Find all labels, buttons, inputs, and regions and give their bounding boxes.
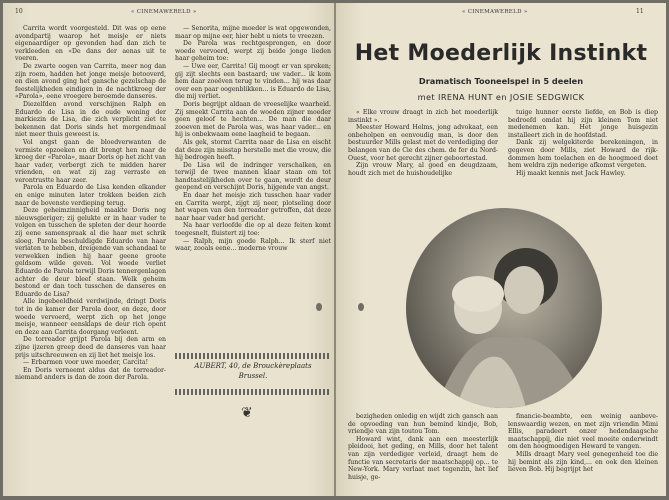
paragraph: Vol angst gaan de bloedverwanten de vermiste opzoeken en dit brengt hen naar de kroeg der «Parola», maar Doris op het zicht van haar vader, verbergt zich te midden harer vrienden, en wat zij zag verraste en verontrustte haar zeer. [15, 138, 166, 184]
paragraph: bezigheden onledig en wijdt zich gansch aan de opvoeding van hun bemind kindje, Bob, vriendje van zijn toutou Tom. [348, 413, 498, 436]
running-header: « CINEMAWERELD » [131, 9, 197, 15]
paragraph: De torreador grijpt Parola bij den arm en zijne ijzeren greep deed de danseres van haar prijs uitschreeuwen en zij liet het meisje los. [15, 336, 166, 359]
article-column-2-continued [508, 413, 658, 474]
paragraph: Zijn vrouw Mary, al goed en deugdzaam, houdt zich met de huishoudelijke [348, 162, 498, 177]
page-number: 11 [636, 8, 644, 15]
article-subtitle: Dramatisch Tooneelspel in 5 deelen [418, 76, 584, 86]
paragraph: En daar het meisje zich tusschen haar vader en Carrita werpt, zijgt zij neer, plotseling door het wapen van den torreador getroffen, dat deze naar haar vader had gericht. [175, 192, 331, 222]
left-page [3, 3, 334, 496]
ornament-icon: ❦ [241, 405, 253, 421]
paragraph: Carrita wordt voorgesteld. Dit was op eene avondpartij waarop het meisje er niets eigenaardiger op gevonden had dan zich te verkleeden en «De dans der aenas uit te voeren. [15, 25, 166, 63]
page-number: 10 [15, 8, 23, 15]
paragraph: Dank zij welgekiterde berekeningen, in gegeven door Mills, ziet Howard de rijkdommen hem toelachen en de hoogmoed doet hem weldra zijn nederige afkomst vergeten. [508, 139, 658, 170]
punch-hole [358, 303, 364, 311]
advert-name: AUBERT, 40, de Brouckèreplaats [194, 362, 312, 370]
article-column-1 [348, 109, 498, 177]
paragraph: Meester Howard Helms, jong advokaat, een onbeholpen en eenvoudig man, is door den bestuurder Mills gelast met de verdediging der belangen van de Cie des chem. de fer du Nord-Ouest, voor het gerecht zijner geboortestad. [348, 124, 498, 162]
punch-hole [316, 303, 322, 311]
paragraph: Diezelfden avond verschijnen Ralph en Eduardo de Lisa in de oude woning der markiezin de Lisa, die zich verplicht ziet te bekennen dat Doris sinds het morgendmaal niet meer thuis geweest is. [15, 100, 166, 139]
article-title: Het Moederlijk Instinkt [354, 41, 648, 66]
article-column-2 [175, 25, 331, 253]
paragraph: — Erbarmen voor uwe moeder, Carcita! [23, 359, 149, 367]
paragraph: tuige hunner eerste liefde, en Bob is diep bedroefd omdat hij zijn kleinen Tom niet medenemen kan. Het jonge huisgezin installeert zich in de hoofdstad. [508, 109, 658, 139]
ornamental-rule-top [175, 353, 331, 359]
paragraph: Alle ingebeeldheid verdwijnde, dringt Doris tot in de kamer der Parola door, en deze, door woede vervoerd, werpt zich op het jonge meisje, wanneer eensklaps de deur rich opent en deze aan Carrita doorgang verleent. [15, 298, 166, 336]
ornamental-rule-bottom [175, 389, 331, 395]
paragraph: — Senorita, mijne moeder is wat opgewonden, maar op mijne eer, hier hebt u niets te vreezen. [175, 25, 331, 40]
right-page [336, 3, 666, 496]
magazine-spread [3, 3, 666, 496]
paragraph: Als gek, stormt Carrita naar de Lisa en eischt dat deze zijn misstap herstelle met die vrouw, die hij bedrogen heeft. [175, 138, 331, 162]
paragraph: Deze geheimzinnigheid maakte Doris nog nieuwsgieriger; zij gelukte er in haar vader te volgen en tusschen de spleten der deur hoorde zij eene samenspraak al die haar met schrik sloeg. Parola beschuldigde Eduardo van haar verlaten te hebben, dreigende van schandaal te verwekken indien hij haar geene groote geldsom wilde geven. Vol woede verliet Eduardo de Parola terwijl Doris tennergenlagen achter de deur bleef staan. Welk geheim bestond er dan toch tusschen de danseres en Eduardo de Lisa? [15, 207, 166, 298]
article-column-1-continued [348, 413, 498, 481]
paragraph: « Elke vrouw draagt in zich het moederlijk instinkt ». [348, 109, 498, 124]
cast-line: met IRENA HUNT en JOSIE SEDGWICK [417, 92, 585, 102]
paragraph: En Doris verneemt aldus dat de torreador-niemand anders is dan de zoon der Parola. [15, 366, 166, 382]
film-still-photo [406, 208, 602, 408]
paragraph: Howard wint, dank aan een meesterlijk pleidooi, het geding, en Mills, door het talent van zijn verdediger verleid, draagt hem de functie van secretaris der maatschappij op... te New-York. Mary verlaat met tegenzin, het lief huisje, ge- [348, 435, 498, 481]
paragraph: Na haar verloofde die op al deze feiten komt toegesnelt, fluistert zij toe: [175, 222, 331, 238]
running-header: « CINEMAWERELD » [462, 9, 528, 15]
paragraph: — Ralph, mijn goede Ralph... Ik sterf niet waar, zooals eene... moderne vrouw [175, 237, 331, 253]
paragraph: — Uwe eer, Carrita! Gij moogt er van spreken; gij zijt slechts een bastaard; uw vader... ik kom hem daar zoeëven terug te vinden... hij was daar over een paar oogenblikken... is Eduardo de Lisa, die mij verliet. [175, 62, 331, 101]
article-column-1 [15, 25, 166, 382]
paragraph: Doris begrijpt aldaan de vreeselijke waarheid. Zij smeekt Carrita aan de woeden zijner moeder geen geloof te hechten... De man die daar zooeven met de Parola was, was haar vader... en hij is onbekwaam eene laagheid te begaan. [175, 100, 331, 139]
paragraph: Mills draagt Mary veel genegenheid toe die hij bemint als zijn kind,... en ook den kleinen lieven Bob. Hij begrijpt het [508, 450, 658, 474]
paragraph: De Lisa wil de indringer verschalken, en terwijl de twee mannen klaar staan om tot handtastelijkheden over te gaan, wordt de deur geopend en verschijnt Doris, hijgende van angst. [175, 161, 331, 192]
paragraph: Hij maakt kennis met Jack Hawley. [516, 169, 626, 177]
advert-city: Brussel. [238, 372, 268, 380]
advertisement [175, 361, 331, 381]
paragraph: Parola en Eduardo de Lisa kenden elkander en enige minuten later trokken beiden zich naar de bovenste verdieping terug. [15, 184, 166, 207]
article-column-2 [508, 109, 658, 177]
mother-child-illustration [406, 208, 602, 408]
paragraph: De zwarte oogen van Carrita, meer nog dan zijn roem, hadden het jonge meisje betooverd, en dien avond ging het gansche gezelschap de feestelijkheden eindigen in de nachtkroeg der «Parola», eene vroegere beroemde danseres. [15, 62, 166, 101]
paragraph: De Parola was rechtgesprongen, en door woede vervoerd, werpt zij beide jonge lieden haar geheim toe: [175, 40, 331, 63]
paragraph: financie-beambte, een weinig aanbevelenswaardig wezen, en met zijn vriendin Mimi Ellis, paradeert onzer hedendaagsche maatschappij, die niet veel moeite onderwindt om den hoogmoedigen Heward te vangen. [508, 413, 658, 451]
